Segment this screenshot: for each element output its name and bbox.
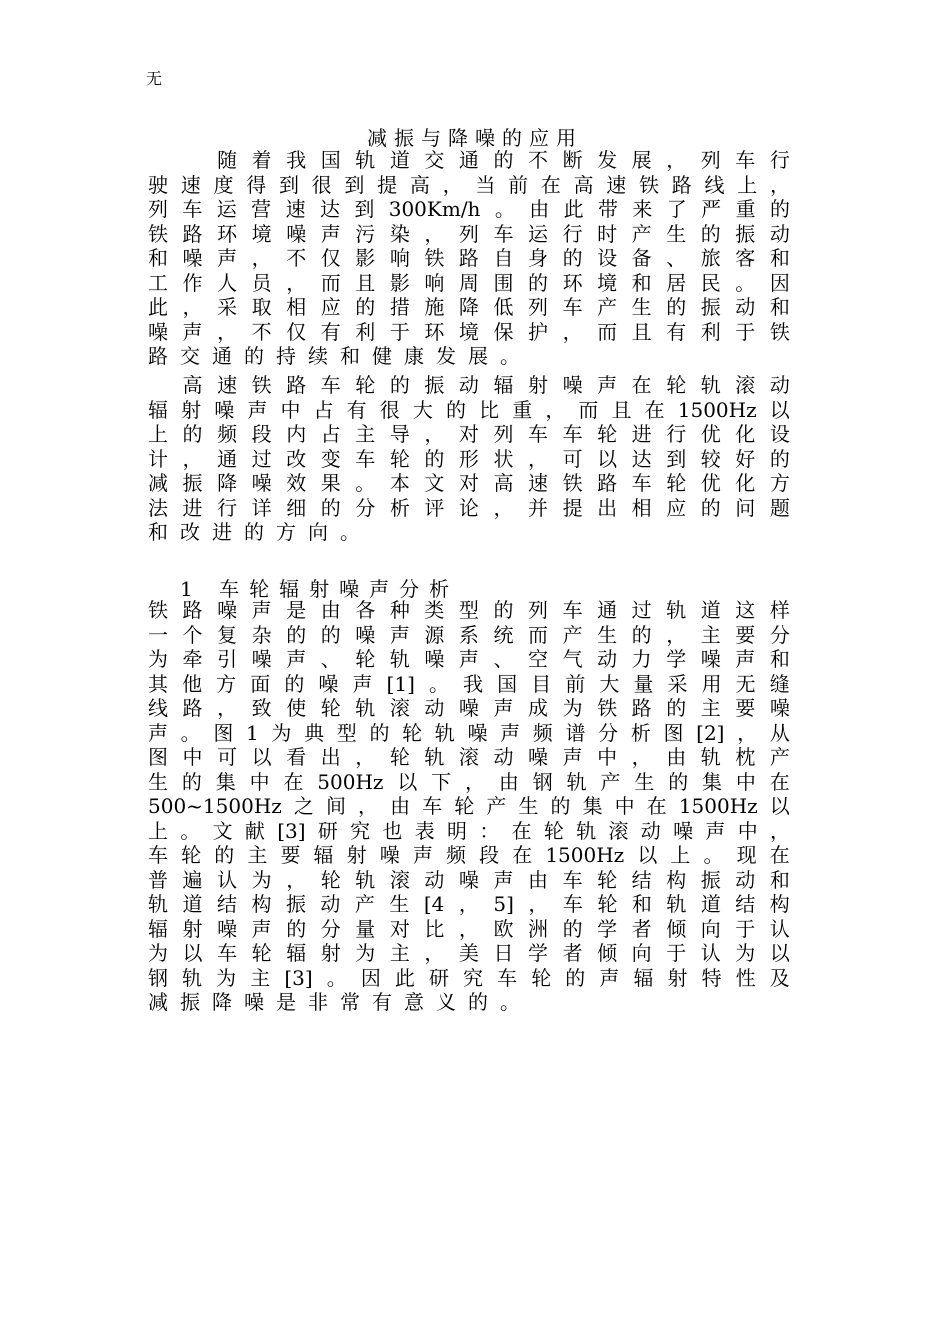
text-line: 辐 射 噪 声 的 分 量 对 比 ， 欧 洲 的 学 者 倾 向 于 认: [148, 916, 790, 941]
text-line: 一 个 复 杂 的 的 噪 声 源 系 统 而 产 生 的 ， 主 要 分: [148, 622, 790, 647]
text-line: 普 遍 认 为 ， 轮 轨 滚 动 噪 声 由 车 轮 结 构 振 动 和: [148, 867, 790, 892]
page-header-text: 无: [146, 69, 163, 88]
document-title: 减振与降噪的应用: [367, 126, 583, 150]
text-line: 线 路 ， 致 使 轮 轨 滚 动 噪 声 成 为 铁 路 的 主 要 噪: [148, 696, 790, 720]
text-line: 此 ， 采 取 相 应 的 措 施 降 低 列 车 产 生 的 振 动 和: [148, 295, 790, 319]
text-line: 计 ， 通 过 改 变 车 轮 的 形 状 ， 可 以 达 到 较 好 的: [148, 446, 790, 471]
text-line: 其 他 方 面 的 噪 声 [1] 。 我 国 目 前 大 量 采 用 无 缝: [148, 671, 790, 696]
text-line: 工 作 人 员 ， 而 且 影 响 周 围 的 环 境 和 居 民 。 因: [148, 270, 790, 295]
section-heading: 1 车轮辐射噪声分析: [180, 577, 460, 601]
text-line: 减 振 降 噪 效 果 。 本 文 对 高 速 铁 路 车 轮 优 化 方: [148, 471, 790, 495]
text-line: 铁 路 噪 声 是 由 各 种 类 型 的 列 车 通 过 轨 道 这 样: [148, 598, 790, 622]
text-line: 轨 道 结 构 振 动 产 生 [4 ， 5] ， 车 轮 和 轨 道 结 构: [148, 892, 790, 916]
text-line: 辐 射 噪 声 中 占 有 很 大 的 比 重 ， 而 且 在 1500Hz 以: [148, 397, 790, 422]
text-line: 生 的 集 中 在 500Hz 以 下 ， 由 钢 轨 产 生 的 集 中 在: [148, 769, 790, 794]
text-line: 高 速 铁 路 车 轮 的 振 动 辐 射 噪 声 在 轮 轨 滚 动: [182, 373, 790, 397]
text-line: 上 的 频 段 内 占 主 导 ， 对 列 车 车 轮 进 行 优 化 设: [148, 422, 790, 446]
text-line: 为 以 车 轮 辐 射 为 主 ， 美 日 学 者 倾 向 于 认 为 以: [148, 941, 790, 965]
text-line: 和 噪 声 ， 不 仅 影 响 铁 路 自 身 的 设 备 、 旅 客 和: [148, 246, 790, 270]
text-line: 500~1500Hz 之 间 ， 由 车 轮 产 生 的 集 中 在 1500Hz 以: [148, 794, 790, 818]
text-line: 法 进 行 详 细 的 分 析 评 论 ， 并 提 出 相 应 的 问 题: [148, 495, 790, 520]
text-line: 为 牵 引 噪 声 、 轮 轨 噪 声 、 空 气 动 力 学 噪 声 和: [148, 647, 790, 671]
text-line: 驶 速 度 得 到 很 到 提 高 ， 当 前 在 高 速 铁 路 线 上 ，: [148, 172, 790, 197]
paragraph-intro: [148, 148, 790, 369]
text-line: 钢 轨 为 主 [3] 。 因 此 研 究 车 轮 的 声 辐 射 特 性 及: [148, 965, 790, 990]
text-line: 上 。 文 献 [3] 研 究 也 表 明 ： 在 轮 轨 滚 动 噪 声 中 ，: [148, 818, 790, 843]
text-line: 随 着 我 国 轨 道 交 通 的 不 断 发 展 ， 列 车 行: [217, 148, 790, 172]
text-line: 声 。 图 1 为 典 型 的 轮 轨 噪 声 频 谱 分 析 图 [2] ， 从: [148, 720, 790, 745]
paragraph-noise-analysis: [148, 598, 790, 1015]
text-line: 减 振 降 噪 是 非 常 有 意 义 的 。: [148, 990, 520, 1014]
text-line: 图 中 可 以 看 出 ， 轮 轨 滚 动 噪 声 中 ， 由 轨 枕 产: [148, 745, 790, 769]
text-line: 列 车 运 营 速 达 到 300Km/h 。 由 此 带 来 了 严 重 的: [148, 197, 790, 221]
paragraph-wheel-noise: [148, 373, 790, 545]
text-line: 噪 声 ， 不 仅 有 利 于 环 境 保 护 ， 而 且 有 利 于 铁: [148, 319, 790, 344]
text-line: 路 交 通 的 持 续 和 健 康 发 展 。: [148, 344, 520, 368]
text-line: 和 改 进 的 方 向 。: [148, 520, 360, 544]
text-line: 车 轮 的 主 要 辐 射 噪 声 频 段 在 1500Hz 以 上 。 现 在: [148, 843, 790, 867]
text-line: 铁 路 环 境 噪 声 污 染 ， 列 车 运 行 时 产 生 的 振 动: [148, 221, 790, 246]
